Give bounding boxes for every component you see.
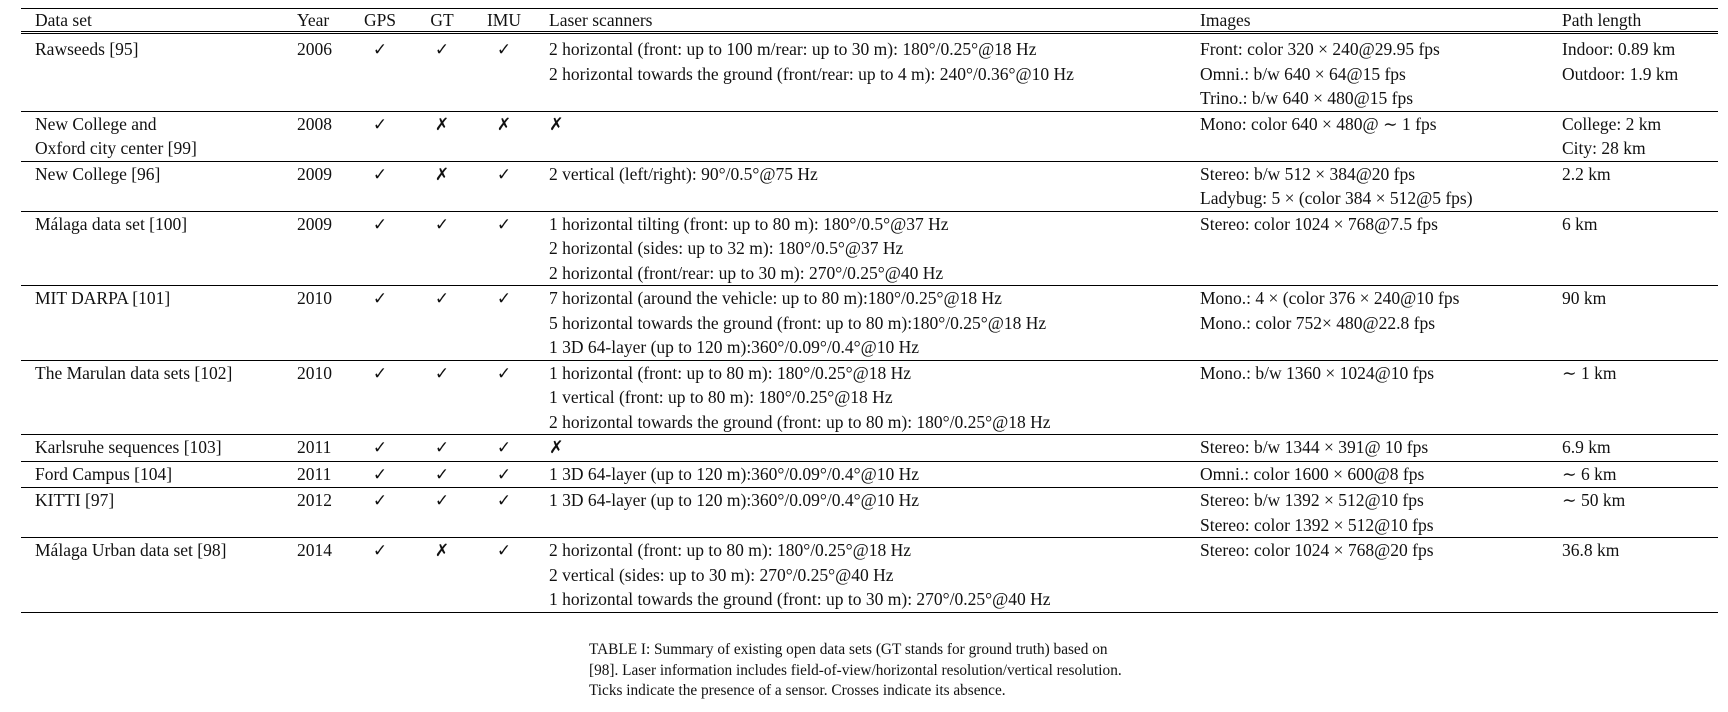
cell-imu <box>473 211 535 286</box>
table-row <box>21 461 1718 488</box>
cell-laser-scanners <box>535 435 1186 462</box>
cell-images-line: Stereo: b/w 512 × 384@20 fps <box>1200 163 1416 184</box>
cell-imu <box>473 488 535 538</box>
cell-year-value: 2014 <box>297 540 332 560</box>
datasets-table <box>21 8 1718 613</box>
cell-year <box>283 538 349 613</box>
cell-imu-value: ✓ <box>496 541 512 561</box>
cell-images <box>1186 538 1548 613</box>
cell-laser-scanners <box>535 286 1186 361</box>
cell-gps-value: ✓ <box>372 164 388 185</box>
cell-laser-scanners <box>535 538 1186 613</box>
cell-data-set-line: New College and <box>35 113 157 134</box>
cell-gps-value: ✓ <box>372 541 388 561</box>
header-data-set: Data set <box>21 9 283 33</box>
cell-laser-scanners <box>535 360 1186 435</box>
cell-data-set-line: New College [96] <box>35 163 161 184</box>
cell-path-length <box>1548 33 1718 112</box>
cell-imu-value: ✓ <box>496 464 512 485</box>
cell-gps <box>349 211 411 286</box>
caption-line: TABLE I: Summary of existing open data sets (GT stands for ground truth) based on <box>589 641 1108 658</box>
cell-laser-scanners-line: 1 3D 64-layer (up to 120 m):360°/0.09°/0.4°@10 Hz <box>549 337 920 357</box>
cell-images <box>1186 211 1548 286</box>
cell-imu <box>473 33 535 112</box>
cell-imu <box>473 161 535 211</box>
table-row <box>21 360 1718 435</box>
cell-gt-value: ✓ <box>434 464 450 485</box>
cell-images <box>1186 360 1548 435</box>
cell-path-length <box>1548 488 1718 538</box>
cell-data-set <box>21 538 283 613</box>
cell-imu-value: ✓ <box>496 363 512 384</box>
cell-data-set <box>21 33 283 112</box>
cell-path-length-line: ∼ 6 km <box>1562 463 1617 484</box>
cell-gps-value: ✓ <box>372 363 388 384</box>
cell-laser-scanners <box>535 111 1186 161</box>
cell-gt-value: ✗ <box>434 164 450 185</box>
cell-data-set-line: Rawseeds [95] <box>35 39 139 59</box>
table-row <box>21 211 1718 286</box>
cell-gt <box>411 286 473 361</box>
cell-data-set <box>21 360 283 435</box>
cell-gps <box>349 435 411 462</box>
cell-laser-scanners-line: 1 horizontal tilting (front: up to 80 m): 180°/0.5°@37 Hz <box>549 213 949 234</box>
cell-path-length <box>1548 161 1718 211</box>
cell-data-set-line: MIT DARPA [101] <box>35 288 171 308</box>
cell-laser-scanners-line: 7 horizontal (around the vehicle: up to 80 m):180°/0.25°@18 Hz <box>549 288 1002 308</box>
cell-laser-scanners-line: 2 horizontal towards the ground (front/rear: up to 4 m): 240°/0.36°@10 Hz <box>549 63 1074 84</box>
datasets-table-container <box>21 8 1718 613</box>
cell-path-length <box>1548 286 1718 361</box>
cell-images-line: Omni.: b/w 640 × 64@15 fps <box>1200 63 1406 84</box>
cell-path-length-line: ∼ 1 km <box>1562 362 1617 383</box>
cell-images <box>1186 286 1548 361</box>
cell-gt-value: ✓ <box>434 289 450 309</box>
cell-images <box>1186 435 1548 462</box>
cell-laser-scanners-line: 2 horizontal (front: up to 100 m/rear: up to 30 m): 180°/0.25°@18 Hz <box>549 39 1037 59</box>
cell-imu <box>473 435 535 462</box>
cell-path-length-line: Outdoor: 1.9 km <box>1562 63 1679 84</box>
cell-gps <box>349 461 411 488</box>
cell-laser-scanners <box>535 461 1186 488</box>
cell-year <box>283 33 349 112</box>
cell-images-line: Omni.: color 1600 × 600@8 fps <box>1200 463 1425 484</box>
cell-images <box>1186 488 1548 538</box>
cell-imu-value: ✗ <box>496 114 512 135</box>
cell-path-length-line: 90 km <box>1562 288 1607 308</box>
cell-data-set <box>21 435 283 462</box>
cell-path-length-line: 6.9 km <box>1562 437 1611 457</box>
cell-gps <box>349 33 411 112</box>
cell-laser-scanners-line: 2 horizontal (front: up to 80 m): 180°/0.25°@18 Hz <box>549 540 912 560</box>
cell-data-set-line: Málaga data set [100] <box>35 213 188 234</box>
cell-path-length-line: Indoor: 0.89 km <box>1562 39 1676 59</box>
cell-images-line: Mono.: color 752× 480@22.8 fps <box>1200 312 1436 333</box>
cell-gps <box>349 111 411 161</box>
cell-gt <box>411 33 473 112</box>
cell-path-length-line: 6 km <box>1562 213 1598 234</box>
table-row <box>21 488 1718 538</box>
cell-images-line: Stereo: b/w 1392 × 512@10 fps <box>1200 490 1424 510</box>
cell-laser-scanners <box>535 33 1186 112</box>
cell-data-set <box>21 286 283 361</box>
table-row <box>21 161 1718 211</box>
cell-year-value: 2011 <box>297 463 332 484</box>
cell-gt <box>411 435 473 462</box>
cell-year-value: 2012 <box>297 490 332 510</box>
cell-year-value: 2006 <box>297 39 332 59</box>
cell-laser-scanners-line: 2 horizontal (sides: up to 32 m): 180°/0.5°@37 Hz <box>549 238 904 258</box>
cell-images <box>1186 161 1548 211</box>
cell-gt <box>411 360 473 435</box>
table-row <box>21 33 1718 112</box>
cell-imu-value: ✓ <box>496 164 512 185</box>
cell-year <box>283 111 349 161</box>
cell-laser-scanners-line: 1 horizontal towards the ground (front: up to 30 m): 270°/0.25°@40 Hz <box>549 589 1051 609</box>
cell-gps-value: ✓ <box>372 40 388 60</box>
cell-gt-value: ✗ <box>434 114 450 135</box>
cell-laser-scanners-line: 2 vertical (sides: up to 30 m): 270°/0.25°@40 Hz <box>549 564 894 585</box>
cell-year <box>283 286 349 361</box>
cell-gps-value: ✓ <box>372 114 388 135</box>
cell-laser-scanners-line: ✗ <box>549 437 564 457</box>
cell-imu-value: ✓ <box>496 438 512 458</box>
cell-images-line: Front: color 320 × 240@29.95 fps <box>1200 39 1440 59</box>
cell-path-length <box>1548 435 1718 462</box>
cell-gt-value: ✓ <box>434 438 450 458</box>
cell-gt <box>411 538 473 613</box>
cell-images-line: Trino.: b/w 640 × 480@15 fps <box>1200 88 1413 108</box>
header-year: Year <box>283 9 349 33</box>
cell-year-value: 2010 <box>297 362 332 383</box>
cell-images-line: Stereo: color 1392 × 512@10 fps <box>1200 514 1434 535</box>
cell-imu-value: ✓ <box>496 289 512 309</box>
cell-laser-scanners-line: 1 vertical (front: up to 80 m): 180°/0.25°@18 Hz <box>549 387 893 407</box>
cell-laser-scanners-line: 2 horizontal towards the ground (front: up to 80 m): 180°/0.25°@18 Hz <box>549 411 1051 432</box>
cell-laser-scanners-line: 5 horizontal towards the ground (front: up to 80 m):180°/0.25°@18 Hz <box>549 312 1047 333</box>
cell-gt <box>411 211 473 286</box>
cell-laser-scanners-line: 2 horizontal (front/rear: up to 30 m): 270°/0.25°@40 Hz <box>549 262 944 283</box>
cell-laser-scanners <box>535 211 1186 286</box>
cell-images <box>1186 461 1548 488</box>
cell-imu <box>473 538 535 613</box>
cell-path-length <box>1548 111 1718 161</box>
cell-imu-value: ✓ <box>496 214 512 235</box>
cell-gt <box>411 461 473 488</box>
cell-images-line: Mono.: 4 × (color 376 × 240@10 fps <box>1200 288 1460 308</box>
cell-data-set <box>21 161 283 211</box>
header-path-length: Path length <box>1548 9 1718 33</box>
cell-laser-scanners-line: 1 3D 64-layer (up to 120 m):360°/0.09°/0.4°@10 Hz <box>549 463 920 484</box>
header-images: Images <box>1186 9 1548 33</box>
cell-imu-value: ✓ <box>496 491 512 511</box>
cell-gps-value: ✓ <box>372 214 388 235</box>
cell-gt <box>411 111 473 161</box>
table-row <box>21 286 1718 361</box>
cell-laser-scanners-line: 2 vertical (left/right): 90°/0.5°@75 Hz <box>549 163 818 184</box>
cell-data-set-line: The Marulan data sets [102] <box>35 362 233 383</box>
cell-gt-value: ✓ <box>434 214 450 235</box>
cell-year-value: 2009 <box>297 213 332 234</box>
cell-gt-value: ✗ <box>434 541 450 561</box>
cell-year-value: 2009 <box>297 163 332 184</box>
cell-data-set-line: Oxford city center [99] <box>35 138 197 158</box>
cell-path-length-line: City: 28 km <box>1562 138 1646 158</box>
cell-year <box>283 461 349 488</box>
cell-imu <box>473 360 535 435</box>
cell-data-set <box>21 461 283 488</box>
cell-images-line: Mono: color 640 × 480@ ∼ 1 fps <box>1200 113 1437 134</box>
table-header-row <box>21 9 1718 33</box>
table-row <box>21 111 1718 161</box>
cell-gps-value: ✓ <box>372 289 388 309</box>
cell-data-set <box>21 211 283 286</box>
cell-year <box>283 161 349 211</box>
cell-gt <box>411 161 473 211</box>
caption-line: Ticks indicate the presence of a sensor. Crosses indicate its absence. <box>589 682 1006 699</box>
cell-images <box>1186 33 1548 112</box>
cell-path-length-line: College: 2 km <box>1562 113 1662 134</box>
cell-data-set-line: Málaga Urban data set [98] <box>35 540 227 560</box>
cell-imu <box>473 461 535 488</box>
cell-images <box>1186 111 1548 161</box>
cell-year <box>283 435 349 462</box>
table-body <box>21 33 1718 613</box>
cell-images-line: Stereo: color 1024 × 768@7.5 fps <box>1200 213 1438 234</box>
cell-gt <box>411 488 473 538</box>
cell-laser-scanners-line: ✗ <box>549 113 564 134</box>
cell-images-line: Ladybug: 5 × (color 384 × 512@5 fps) <box>1200 188 1473 208</box>
cell-images-line: Stereo: b/w 1344 × 391@ 10 fps <box>1200 437 1429 457</box>
cell-path-length-line: 36.8 km <box>1562 540 1620 560</box>
cell-gps <box>349 360 411 435</box>
table-row <box>21 538 1718 613</box>
cell-laser-scanners-line: 1 3D 64-layer (up to 120 m):360°/0.09°/0.4°@10 Hz <box>549 490 920 510</box>
cell-year <box>283 488 349 538</box>
cell-imu <box>473 286 535 361</box>
cell-path-length <box>1548 538 1718 613</box>
cell-data-set <box>21 488 283 538</box>
cell-gt-value: ✓ <box>434 363 450 384</box>
cell-imu <box>473 111 535 161</box>
cell-year-value: 2008 <box>297 113 332 134</box>
cell-path-length <box>1548 461 1718 488</box>
cell-gps <box>349 161 411 211</box>
cell-gps-value: ✓ <box>372 438 388 458</box>
header-gps: GPS <box>349 9 411 33</box>
cell-laser-scanners-line: 1 horizontal (front: up to 80 m): 180°/0.25°@18 Hz <box>549 362 912 383</box>
cell-year-value: 2011 <box>297 437 332 457</box>
cell-gps-value: ✓ <box>372 464 388 485</box>
cell-data-set-line: Ford Campus [104] <box>35 463 173 484</box>
cell-laser-scanners <box>535 161 1186 211</box>
cell-imu-value: ✓ <box>496 40 512 60</box>
cell-gt-value: ✓ <box>434 40 450 60</box>
cell-path-length <box>1548 360 1718 435</box>
cell-path-length-line: ∼ 50 km <box>1562 490 1626 510</box>
cell-gps <box>349 286 411 361</box>
cell-gps-value: ✓ <box>372 491 388 511</box>
cell-images-line: Mono.: b/w 1360 × 1024@10 fps <box>1200 362 1435 383</box>
table-caption <box>589 640 1229 702</box>
cell-laser-scanners <box>535 488 1186 538</box>
caption-line: [98]. Laser information includes field-of-view/horizontal resolution/vertical resolution. <box>589 661 1122 679</box>
header-imu: IMU <box>473 9 535 33</box>
cell-gps <box>349 488 411 538</box>
cell-year <box>283 211 349 286</box>
cell-data-set-line: Karlsruhe sequences [103] <box>35 437 222 457</box>
header-gt: GT <box>411 9 473 33</box>
cell-data-set <box>21 111 283 161</box>
cell-data-set-line: KITTI [97] <box>35 490 115 510</box>
cell-year <box>283 360 349 435</box>
cell-year-value: 2010 <box>297 288 332 308</box>
header-laser-scanners: Laser scanners <box>535 9 1186 33</box>
cell-path-length-line: 2.2 km <box>1562 163 1611 184</box>
cell-images-line: Stereo: color 1024 × 768@20 fps <box>1200 540 1434 560</box>
cell-path-length <box>1548 211 1718 286</box>
cell-gt-value: ✓ <box>434 491 450 511</box>
table-row <box>21 435 1718 462</box>
cell-gps <box>349 538 411 613</box>
